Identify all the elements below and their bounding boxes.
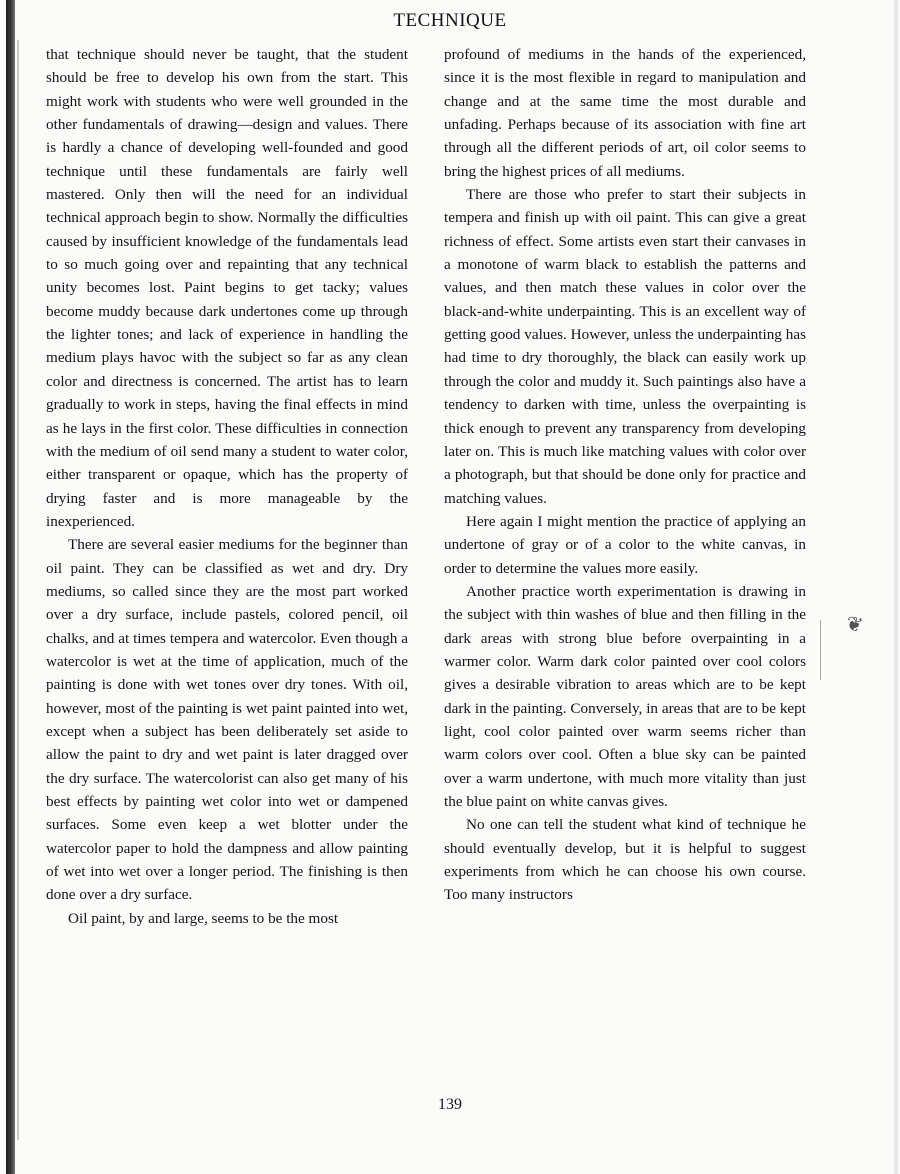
binding-line bbox=[17, 40, 19, 1140]
paragraph: that technique should never be taught, that the student should be free to develop his own from the start. This might work with students who were well grounded in the other fundamentals of drawing—design and values. There is hardly a chance of developing well-founded and good technique until these fundamentals are fairly well mastered. Only then will the need for an individual technical approach begin to show. Normally the difficulties caused by insufficient knowledge of the fundamentals lead to so much going over and repainting that any technical unity becomes lost. Paint begins to get tacky; values become muddy because dark undertones come up through the lighter tones; and lack of experience in handling the medium plays havoc with the subject so far as any clean color and directness is concerned. The artist has to learn gradually to work in steps, having the final effects in mind as he lays in the first color. These difficulties in connection with the medium of oil send many a student to water color, either transparent or opaque, which has the property of drying faster and is more manageable by the inexperienced. bbox=[46, 46, 408, 530]
paragraph: There are several easier mediums for the beginner than oil paint. They can be classified as wet and dry. Dry mediums, so called since they are the most part worked over a dry surface, include pastels, colored pencil, oil chalks, and at times tempera and watercolor. Even though a watercolor is wet at the time of application, much of the painting is done with wet tones over dry tones. With oil, however, most of the painting is wet paint painted into wet, except when a subject has been deliberately set aside to allow the paint to dry and wet paint is later dragged over the dry surface. The watercolorist can also get many of his best effects by painting wet color into wet or dampened surfaces. Some even keep a wet blotter under the watercolor paper to hold the dampness and allow painting of wet into wet over a longer period. The finishing is then done over a dry surface. bbox=[46, 536, 408, 904]
page-edge bbox=[894, 0, 898, 1174]
paragraph: Oil paint, by and large, seems to be the most bbox=[68, 909, 339, 927]
paragraph: Here again I might mention the practice of applying an undertone of gray or of a color to the white canvas, in order to determine the values more easily. bbox=[444, 512, 806, 577]
running-title: TECHNIQUE bbox=[393, 10, 507, 31]
paragraph: No one can tell the student what kind of technique he should eventually develop, but it is helpful to suggest experiments from which he can choose his own course. Too many instructors bbox=[444, 816, 806, 904]
binding-shadow bbox=[6, 0, 15, 1174]
margin-pencil-line bbox=[820, 620, 821, 680]
paragraph: profound of mediums in the hands of the experienced, since it is the most flexible in regard to manipulation and change and at the same time the most durable and unfading. Perhaps because of its association with fine art through all the different periods of art, oil color seems to bring the highest prices of all mediums. bbox=[444, 46, 806, 180]
left-column bbox=[46, 43, 408, 930]
right-column bbox=[444, 43, 806, 907]
paragraph: There are those who prefer to start their subjects in tempera and finish up with oil paint. This can give a great richness of effect. Some artists even start their canvases in a monotone of warm black to establish the patterns and values, and then match these values in color over the black-and-white underpainting. This is an excellent way of getting good values. However, unless the underpainting has had time to dry thoroughly, the black can easily work up through the color and muddy it. Such paintings also have a tendency to darken with time, unless the overpainting is thick enough to prevent any transparency from developing later on. This is much like matching values with color over a photograph, but that should be done only for practice and matching values. bbox=[444, 186, 806, 507]
margin-scribble-icon: ❦ bbox=[843, 612, 865, 638]
page-number: 139 bbox=[438, 1096, 462, 1113]
paragraph: Another practice worth experimentation is drawing in the subject with thin washes of blue and then filling in the dark areas with strong blue before overpainting in a warmer color. Warm dark color painted over cool colors gives a desirable vibration to areas which are to be kept dark in the painting. Conversely, in areas that are to be kept light, cool color painted over warm seems richer than warm colors over cool. Often a blue sky can be painted over a warm undertone, with much more vitality than just the blue paint on white canvas gives. bbox=[444, 582, 806, 810]
